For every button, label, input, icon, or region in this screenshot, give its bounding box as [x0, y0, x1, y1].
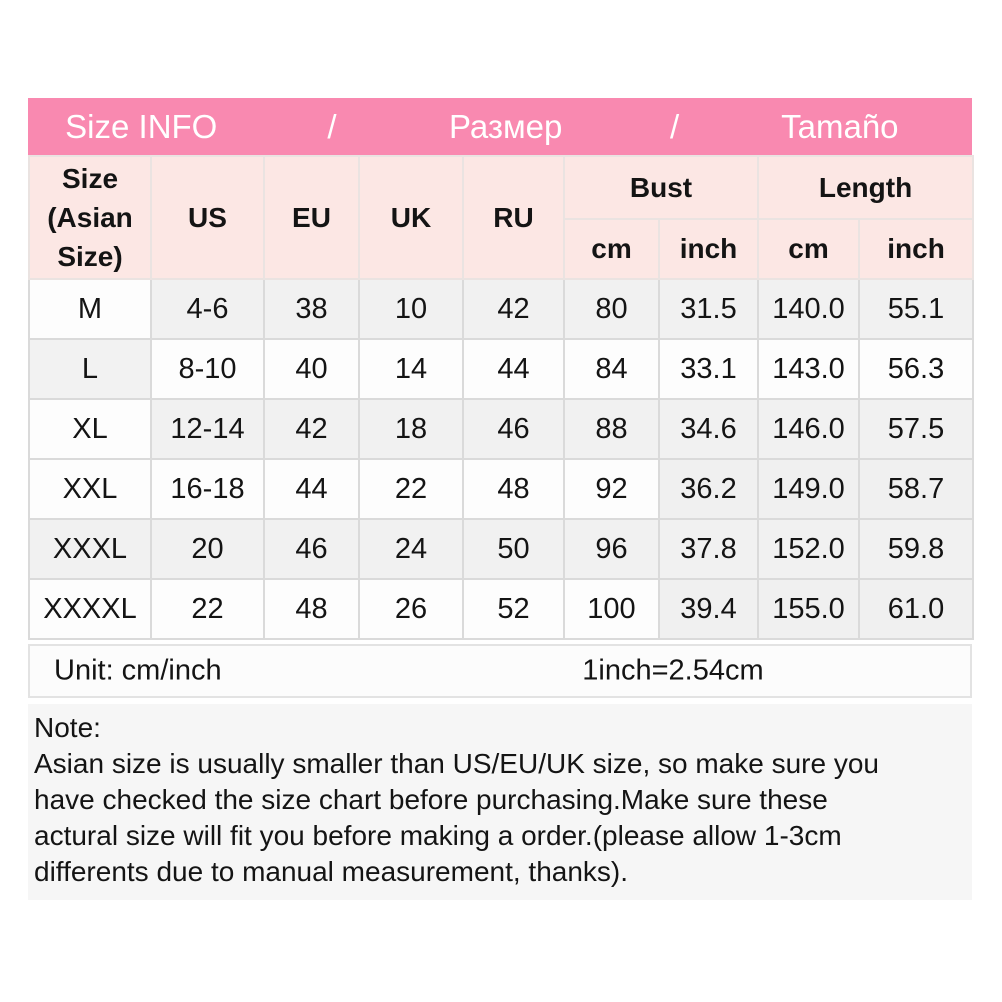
cell-size: XXL	[29, 459, 151, 519]
header-bust-cm: cm	[564, 219, 659, 279]
cell-us: 22	[151, 579, 264, 639]
cell-length-cm: 143.0	[758, 339, 859, 399]
cell-eu: 42	[264, 399, 359, 459]
cell-bust-cm: 96	[564, 519, 659, 579]
cell-eu: 38	[264, 279, 359, 339]
cell-us: 4-6	[151, 279, 264, 339]
cell-us: 20	[151, 519, 264, 579]
header-row-groups	[29, 156, 973, 219]
cell-length-cm: 152.0	[758, 519, 859, 579]
note-line-4: differents due to manual measurement, thanks).	[34, 856, 629, 887]
cell-length-inch: 55.1	[859, 279, 973, 339]
cell-ru: 50	[463, 519, 564, 579]
header-uk: UK	[359, 156, 463, 279]
header-ru: RU	[463, 156, 564, 279]
cell-ru: 44	[463, 339, 564, 399]
cell-uk: 24	[359, 519, 463, 579]
note-line-3: actural size will fit you before making a order.(please allow 1-3cm	[34, 820, 842, 851]
cell-uk: 22	[359, 459, 463, 519]
cell-bust-cm: 80	[564, 279, 659, 339]
title-separator-1: /	[327, 107, 337, 145]
cell-eu: 40	[264, 339, 359, 399]
title-razmer: Размер	[448, 107, 563, 145]
cell-length-inch: 56.3	[859, 339, 973, 399]
title-bar	[28, 98, 972, 155]
cell-eu: 46	[264, 519, 359, 579]
cell-bust-cm: 92	[564, 459, 659, 519]
note-line-2: have checked the size chart before purchasing.Make sure these	[34, 784, 828, 815]
table-row-l	[29, 339, 973, 399]
note-block	[28, 704, 972, 900]
cell-size: XXXL	[29, 519, 151, 579]
cell-uk: 26	[359, 579, 463, 639]
table-row-xxxl	[29, 519, 973, 579]
header-length: Length	[758, 156, 973, 219]
cell-bust-cm: 88	[564, 399, 659, 459]
cell-length-cm: 155.0	[758, 579, 859, 639]
cell-bust-inch: 37.8	[659, 519, 758, 579]
title-tamano: Tamaño	[781, 107, 899, 145]
cell-bust-inch: 34.6	[659, 399, 758, 459]
cell-us: 8-10	[151, 339, 264, 399]
cell-length-cm: 149.0	[758, 459, 859, 519]
cell-bust-inch: 33.1	[659, 339, 758, 399]
header-bust-inch: inch	[659, 219, 758, 279]
cell-ru: 46	[463, 399, 564, 459]
cell-length-cm: 140.0	[758, 279, 859, 339]
unit-label: Unit: cm/inch	[54, 654, 222, 687]
title-size-info: Size INFO	[65, 107, 218, 145]
header-eu: EU	[264, 156, 359, 279]
table-row-xxl	[29, 459, 973, 519]
table-row-m	[29, 279, 973, 339]
cell-uk: 10	[359, 279, 463, 339]
cell-length-inch: 59.8	[859, 519, 973, 579]
cell-bust-inch: 36.2	[659, 459, 758, 519]
cell-bust-inch: 39.4	[659, 579, 758, 639]
cell-bust-cm: 100	[564, 579, 659, 639]
cell-bust-inch: 31.5	[659, 279, 758, 339]
note-line-1: Asian size is usually smaller than US/EU/UK size, so make sure you	[34, 748, 879, 779]
cell-ru: 48	[463, 459, 564, 519]
header-length-cm: cm	[758, 219, 859, 279]
header-us: US	[151, 156, 264, 279]
cell-size: M	[29, 279, 151, 339]
cell-uk: 14	[359, 339, 463, 399]
note-heading: Note:	[34, 712, 101, 743]
cell-length-inch: 61.0	[859, 579, 973, 639]
cell-length-inch: 58.7	[859, 459, 973, 519]
inch-conversion: 1inch=2.54cm	[582, 654, 764, 687]
cell-size: XXXXL	[29, 579, 151, 639]
cell-size: XL	[29, 399, 151, 459]
cell-ru: 52	[463, 579, 564, 639]
cell-bust-cm: 84	[564, 339, 659, 399]
header-length-inch: inch	[859, 219, 973, 279]
cell-us: 12-14	[151, 399, 264, 459]
table-row-xl	[29, 399, 973, 459]
table-row-xxxxl	[29, 579, 973, 639]
header-size-asian: Size (Asian Size)	[29, 156, 151, 279]
unit-row	[28, 644, 972, 698]
cell-length-inch: 57.5	[859, 399, 973, 459]
cell-eu: 48	[264, 579, 359, 639]
size-chart-table	[28, 155, 974, 640]
cell-length-cm: 146.0	[758, 399, 859, 459]
cell-uk: 18	[359, 399, 463, 459]
cell-ru: 42	[463, 279, 564, 339]
cell-eu: 44	[264, 459, 359, 519]
header-bust: Bust	[564, 156, 758, 219]
size-chart-sheet	[28, 98, 972, 900]
title-separator-2: /	[670, 107, 680, 145]
cell-us: 16-18	[151, 459, 264, 519]
cell-size: L	[29, 339, 151, 399]
